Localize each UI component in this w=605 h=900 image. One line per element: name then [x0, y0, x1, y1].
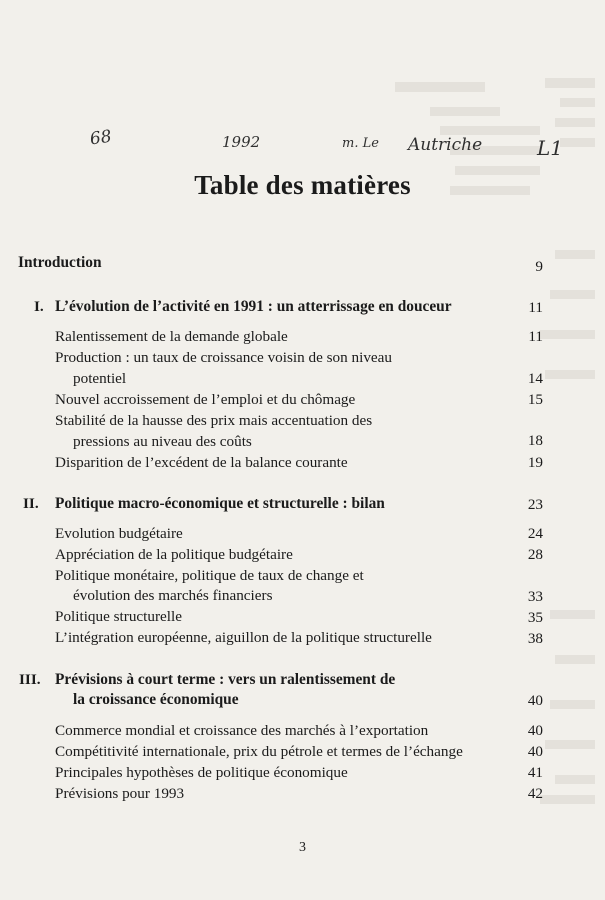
toc-chapter-number: I.: [34, 298, 44, 315]
toc-chapter-title: L’évolution de l’activité en 1991 : un atterrissage en douceur: [55, 298, 452, 315]
toc-chapter-title: Politique macro-économique et structurelle : bilan: [55, 495, 385, 512]
toc-section: Evolution budgétaire: [55, 525, 183, 542]
toc-page-number: 40: [527, 722, 543, 739]
toc-section: Appréciation de la politique budgétaire: [55, 546, 293, 563]
toc-page-number: 42: [527, 785, 543, 802]
toc-chapter-number: II.: [23, 495, 39, 512]
toc-section: Disparition de l’excédent de la balance courante: [55, 454, 348, 471]
toc-section-continuation: évolution des marchés financiers: [73, 587, 273, 604]
toc-chapter-number: III.: [19, 671, 41, 688]
toc-section: Ralentissement de la demande globale: [55, 328, 288, 345]
handwritten-note-year: 1992: [222, 133, 261, 151]
toc-section-continuation: potentiel: [73, 370, 127, 387]
toc-section: Prévisions pour 1993: [55, 785, 185, 802]
toc-section: Production : un taux de croissance voisin de son niveau: [55, 349, 393, 366]
toc-page-number: 11: [528, 328, 543, 345]
toc-section: Commerce mondial et croissance des marchés à l’exportation: [55, 722, 429, 739]
toc-section: Compétitivité internationale, prix du pétrole et termes de l’échange: [55, 743, 463, 760]
toc-page-number: 15: [527, 391, 543, 408]
toc-page-number: 19: [527, 454, 543, 471]
toc-section: Stabilité de la hausse des prix mais accentuation des: [55, 412, 373, 429]
toc-page-number: 9: [535, 258, 543, 275]
handwritten-note-author: Autriche: [408, 135, 483, 155]
toc-page-number: 14: [527, 370, 543, 387]
toc-page-number: 24: [527, 525, 543, 542]
handwritten-note-left: 68: [88, 126, 113, 150]
toc-page-number: 40: [527, 743, 543, 760]
toc-section: Nouvel accroissement de l’emploi et du chômage: [55, 391, 356, 408]
toc-page-number: 18: [527, 432, 543, 449]
toc-page-number: 28: [527, 546, 543, 563]
toc-chapter-title: Prévisions à court terme : vers un ralentissement de: [55, 671, 396, 688]
toc-section: Principales hypothèses de politique économique: [55, 764, 348, 781]
toc-chapter-title-continuation: la croissance économique: [73, 691, 239, 708]
toc-page-number: 11: [528, 299, 543, 316]
toc-page-number: 23: [527, 496, 543, 513]
toc-page-number: 41: [527, 764, 543, 781]
handwritten-note-middle: m. Le: [342, 136, 379, 151]
toc-section-continuation: pressions au niveau des coûts: [73, 433, 252, 450]
page-title: Table des matières: [194, 170, 411, 200]
toc-page-number: 40: [527, 692, 543, 709]
toc-section: Politique monétaire, politique de taux de change et: [55, 567, 364, 584]
toc-heading: Introduction: [18, 254, 102, 271]
toc-section: Politique structurelle: [55, 608, 182, 625]
toc-page-number: 38: [527, 630, 543, 647]
toc-page-number: 35: [527, 609, 543, 626]
page-number: 3: [299, 840, 306, 855]
toc-page-number: 33: [527, 588, 543, 605]
toc-section: L’intégration européenne, aiguillon de la politique structurelle: [55, 629, 432, 646]
handwritten-note-right: L1: [537, 136, 564, 160]
